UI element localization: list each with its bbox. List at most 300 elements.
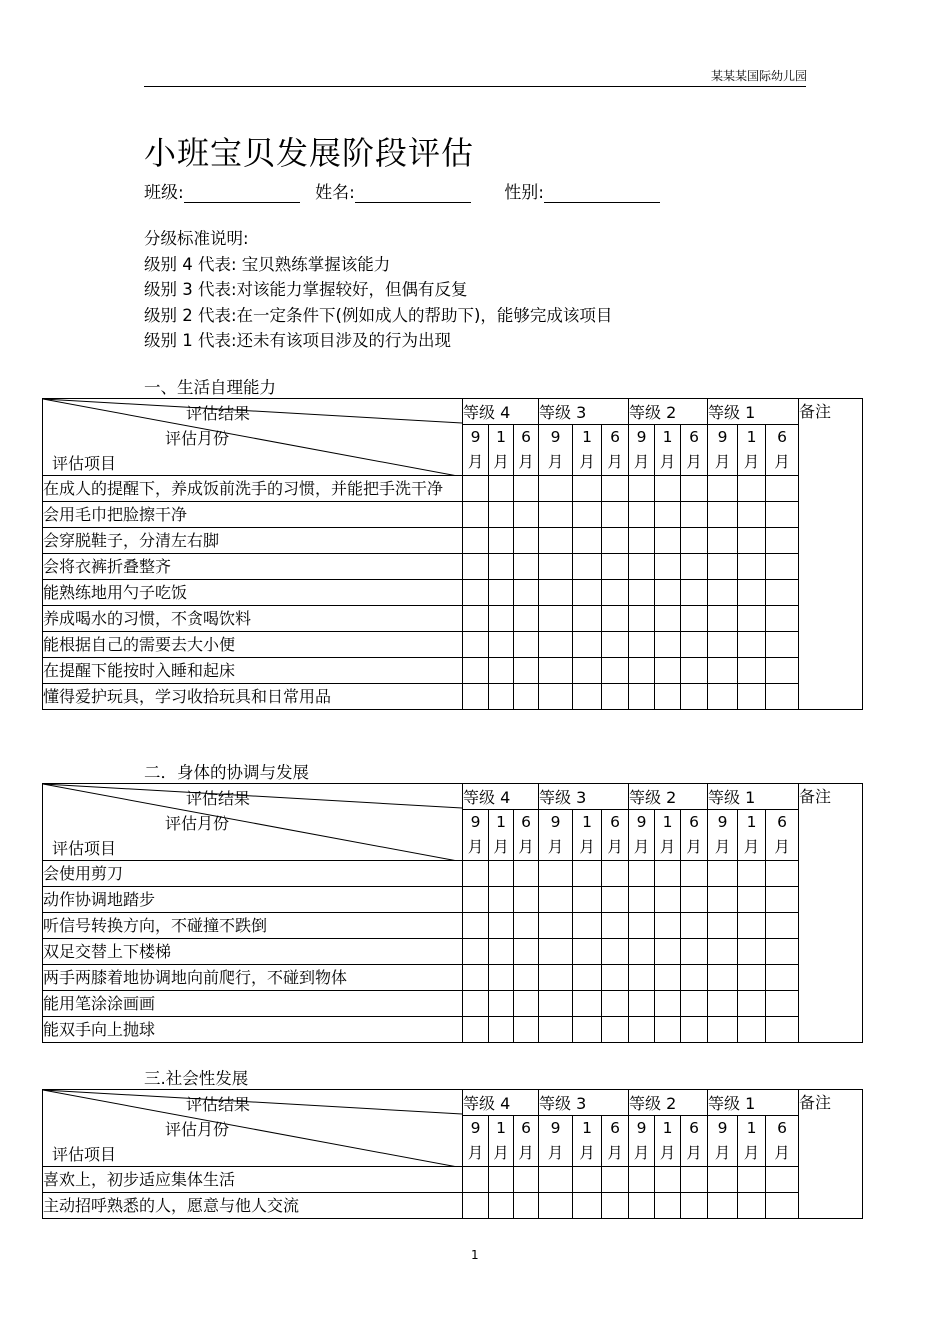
name-field[interactable] (355, 185, 471, 203)
rating-cell[interactable] (708, 684, 738, 710)
rating-cell[interactable] (573, 528, 602, 554)
rating-cell[interactable] (681, 913, 708, 939)
table-row (43, 887, 863, 913)
rating-cell[interactable] (539, 554, 573, 580)
rating-cell[interactable] (573, 658, 602, 684)
month-header (539, 810, 573, 861)
rating-cell[interactable] (629, 1167, 655, 1193)
rating-cell[interactable] (629, 658, 655, 684)
rating-cell[interactable] (738, 1193, 766, 1219)
diagonal-header-cell (43, 399, 463, 476)
month-unit: 月 (579, 1144, 595, 1162)
rating-cell[interactable] (489, 606, 514, 632)
rating-cell[interactable] (514, 502, 539, 528)
rating-cell[interactable] (602, 632, 629, 658)
rating-cell[interactable] (708, 580, 738, 606)
month-header (489, 810, 514, 861)
rating-cell[interactable] (539, 528, 573, 554)
month-number: 6 (610, 1119, 620, 1137)
rating-cell[interactable] (463, 1193, 489, 1219)
rating-cell[interactable] (738, 554, 766, 580)
rating-cell[interactable] (573, 684, 602, 710)
rating-cell[interactable] (738, 913, 766, 939)
rating-cell[interactable] (708, 887, 738, 913)
rating-cell[interactable] (539, 1017, 573, 1043)
rating-cell[interactable] (708, 913, 738, 939)
rating-cell[interactable] (573, 476, 602, 502)
rating-cell[interactable] (514, 684, 539, 710)
rating-cell[interactable] (602, 991, 629, 1017)
rating-cell[interactable] (489, 502, 514, 528)
rating-cell[interactable] (629, 684, 655, 710)
rating-cell[interactable] (708, 554, 738, 580)
rating-cell[interactable] (489, 939, 514, 965)
rating-cell[interactable] (708, 991, 738, 1017)
student-info-fields (144, 178, 660, 203)
rating-cell[interactable] (766, 939, 799, 965)
rating-cell[interactable] (602, 528, 629, 554)
rating-cell[interactable] (463, 632, 489, 658)
rating-cell[interactable] (629, 1193, 655, 1219)
month-unit: 月 (659, 1144, 676, 1162)
rating-cell[interactable] (655, 528, 681, 554)
month-unit: 月 (518, 1144, 534, 1162)
rating-cell[interactable] (463, 502, 489, 528)
rating-cell[interactable] (738, 606, 766, 632)
rating-cell[interactable] (463, 861, 489, 887)
rating-cell[interactable] (766, 1167, 799, 1193)
section-title: 一、生活自理能力 (144, 378, 276, 397)
rating-cell[interactable] (629, 913, 655, 939)
table-row (43, 965, 863, 991)
rating-cell[interactable] (489, 861, 514, 887)
assessment-item: 动作协调地踏步 (43, 887, 463, 913)
rating-cell[interactable] (463, 684, 489, 710)
table-row (43, 1017, 863, 1043)
rating-cell[interactable] (629, 991, 655, 1017)
table-row (43, 632, 863, 658)
rating-cell[interactable] (655, 1167, 681, 1193)
rating-cell[interactable] (514, 632, 539, 658)
rating-cell[interactable] (766, 580, 799, 606)
rating-cell[interactable] (573, 1017, 602, 1043)
rating-cell[interactable] (539, 861, 573, 887)
rating-cell[interactable] (681, 887, 708, 913)
rating-cell[interactable] (489, 632, 514, 658)
month-unit: 月 (659, 453, 676, 471)
rating-cell[interactable] (738, 991, 766, 1017)
rating-cell[interactable] (655, 606, 681, 632)
rating-cell[interactable] (629, 965, 655, 991)
rating-cell[interactable] (489, 580, 514, 606)
month-unit: 月 (467, 453, 484, 471)
rating-cell[interactable] (629, 1017, 655, 1043)
rating-cell[interactable] (539, 913, 573, 939)
month-unit: 月 (743, 838, 760, 856)
rating-cell[interactable] (514, 606, 539, 632)
rating-cell[interactable] (655, 991, 681, 1017)
month-number: 6 (689, 813, 699, 831)
rating-cell[interactable] (489, 684, 514, 710)
month-unit: 月 (547, 838, 564, 856)
month-header (514, 1116, 539, 1167)
rating-cell[interactable] (573, 861, 602, 887)
level-header: 等级 1 (708, 1090, 799, 1116)
remarks-column[interactable] (799, 784, 863, 1043)
rating-cell[interactable] (573, 502, 602, 528)
rating-cell[interactable] (681, 606, 708, 632)
month-unit: 月 (714, 1144, 731, 1162)
month-number: 1 (662, 813, 673, 831)
rating-cell[interactable] (514, 991, 539, 1017)
month-unit: 月 (467, 838, 484, 856)
rating-cell[interactable] (629, 502, 655, 528)
rating-cell[interactable] (629, 861, 655, 887)
rating-cell[interactable] (539, 580, 573, 606)
rating-cell[interactable] (766, 528, 799, 554)
rating-cell[interactable] (766, 554, 799, 580)
rating-cell[interactable] (738, 502, 766, 528)
rating-cell[interactable] (602, 861, 629, 887)
rating-cell[interactable] (738, 1017, 766, 1043)
gender-field[interactable] (544, 185, 660, 203)
rating-cell[interactable] (766, 965, 799, 991)
rating-cell[interactable] (573, 554, 602, 580)
rating-cell[interactable] (681, 554, 708, 580)
rating-cell[interactable] (489, 528, 514, 554)
rating-cell[interactable] (489, 554, 514, 580)
month-number: 1 (582, 813, 592, 831)
month-unit: 月 (774, 1144, 790, 1162)
rating-cell[interactable] (602, 887, 629, 913)
rating-cell[interactable] (655, 658, 681, 684)
month-header (681, 1116, 708, 1167)
rating-cell[interactable] (573, 939, 602, 965)
month-unit: 月 (743, 453, 760, 471)
rating-cell[interactable] (681, 991, 708, 1017)
rating-cell[interactable] (681, 1167, 708, 1193)
remarks-header: 备注 (799, 1093, 832, 1112)
rating-cell[interactable] (602, 684, 629, 710)
rating-cell[interactable] (766, 502, 799, 528)
section-title: 三.社会性发展 (144, 1069, 249, 1088)
rating-cell[interactable] (489, 1167, 514, 1193)
rating-cell[interactable] (766, 1193, 799, 1219)
rating-cell[interactable] (655, 632, 681, 658)
rating-cell[interactable] (539, 658, 573, 684)
rating-cell[interactable] (539, 1167, 573, 1193)
rating-cell[interactable] (514, 580, 539, 606)
header-result-label: 评估结果 (186, 1095, 251, 1114)
rating-cell[interactable] (629, 476, 655, 502)
remarks-column[interactable] (799, 1090, 863, 1219)
rating-cell[interactable] (489, 991, 514, 1017)
rating-cell[interactable] (602, 1193, 629, 1219)
rating-cell[interactable] (463, 939, 489, 965)
month-unit: 月 (518, 453, 534, 471)
month-number: 9 (636, 813, 647, 831)
table-row (43, 606, 863, 632)
rating-cell[interactable] (629, 632, 655, 658)
rating-cell[interactable] (602, 580, 629, 606)
rating-cell[interactable] (681, 965, 708, 991)
rating-cell[interactable] (463, 887, 489, 913)
rating-cell[interactable] (681, 528, 708, 554)
rating-cell[interactable] (514, 1193, 539, 1219)
rating-cell[interactable] (573, 580, 602, 606)
rating-cell[interactable] (738, 658, 766, 684)
month-unit: 月 (547, 453, 564, 471)
rating-cell[interactable] (602, 939, 629, 965)
rating-cell[interactable] (539, 606, 573, 632)
rating-cell[interactable] (463, 991, 489, 1017)
month-header (655, 810, 681, 861)
month-header (629, 1116, 655, 1167)
rating-cell[interactable] (681, 658, 708, 684)
rating-cell[interactable] (573, 991, 602, 1017)
month-header (681, 425, 708, 476)
rating-cell[interactable] (738, 632, 766, 658)
rating-cell[interactable] (655, 1017, 681, 1043)
level-header: 等级 2 (629, 1090, 708, 1116)
rating-cell[interactable] (738, 887, 766, 913)
rating-cell[interactable] (655, 887, 681, 913)
rating-cell[interactable] (766, 887, 799, 913)
rating-cell[interactable] (602, 1017, 629, 1043)
rating-cell[interactable] (539, 939, 573, 965)
month-header (655, 1116, 681, 1167)
rating-cell[interactable] (514, 476, 539, 502)
month-unit: 月 (493, 838, 509, 856)
rating-cell[interactable] (708, 502, 738, 528)
rating-cell[interactable] (463, 580, 489, 606)
rating-cell[interactable] (766, 991, 799, 1017)
table-row (43, 580, 863, 606)
rating-cell[interactable] (655, 861, 681, 887)
assessment-item: 主动招呼熟悉的人，愿意与他人交流 (43, 1193, 463, 1219)
rating-cell[interactable] (463, 1167, 489, 1193)
grading-legend (144, 226, 612, 354)
rating-cell[interactable] (708, 861, 738, 887)
rating-cell[interactable] (514, 965, 539, 991)
rating-cell[interactable] (655, 502, 681, 528)
rating-cell[interactable] (766, 658, 799, 684)
rating-cell[interactable] (629, 554, 655, 580)
rating-cell[interactable] (738, 684, 766, 710)
rating-cell[interactable] (463, 606, 489, 632)
rating-cell[interactable] (602, 658, 629, 684)
rating-cell[interactable] (766, 476, 799, 502)
rating-cell[interactable] (738, 476, 766, 502)
rating-cell[interactable] (539, 684, 573, 710)
rating-cell[interactable] (539, 502, 573, 528)
level-header: 等级 2 (629, 399, 708, 425)
rating-cell[interactable] (463, 658, 489, 684)
assessment-item: 两手两膝着地协调地向前爬行，不碰到物体 (43, 965, 463, 991)
rating-cell[interactable] (629, 528, 655, 554)
diagonal-header-cell (43, 1090, 463, 1167)
rating-cell[interactable] (738, 965, 766, 991)
rating-cell[interactable] (629, 887, 655, 913)
month-number: 9 (717, 1119, 728, 1137)
rating-cell[interactable] (539, 1193, 573, 1219)
rating-cell[interactable] (602, 554, 629, 580)
rating-cell[interactable] (708, 1193, 738, 1219)
table-header-levels (43, 784, 863, 810)
rating-cell[interactable] (514, 1167, 539, 1193)
rating-cell[interactable] (738, 861, 766, 887)
rating-cell[interactable] (681, 476, 708, 502)
rating-cell[interactable] (539, 991, 573, 1017)
rating-cell[interactable] (766, 632, 799, 658)
rating-cell[interactable] (681, 861, 708, 887)
rating-cell[interactable] (655, 554, 681, 580)
assessment-item: 会用毛巾把脸擦干净 (43, 502, 463, 528)
month-header (738, 425, 766, 476)
rating-cell[interactable] (708, 658, 738, 684)
rating-cell[interactable] (708, 1017, 738, 1043)
rating-cell[interactable] (681, 502, 708, 528)
month-unit: 月 (633, 1144, 650, 1162)
rating-cell[interactable] (655, 580, 681, 606)
assessment-item: 听信号转换方向，不碰撞不跌倒 (43, 913, 463, 939)
rating-cell[interactable] (463, 528, 489, 554)
rating-cell[interactable] (655, 913, 681, 939)
month-header (738, 810, 766, 861)
rating-cell[interactable] (514, 913, 539, 939)
rating-cell[interactable] (573, 1193, 602, 1219)
rating-cell[interactable] (463, 476, 489, 502)
rating-cell[interactable] (681, 632, 708, 658)
rating-cell[interactable] (681, 1017, 708, 1043)
rating-cell[interactable] (489, 1017, 514, 1043)
header-result-label: 评估结果 (186, 404, 251, 423)
rating-cell[interactable] (738, 528, 766, 554)
month-header (463, 425, 489, 476)
rating-cell[interactable] (708, 632, 738, 658)
rating-cell[interactable] (463, 913, 489, 939)
rating-cell[interactable] (602, 606, 629, 632)
header-rule (144, 86, 806, 87)
table-row (43, 658, 863, 684)
rating-cell[interactable] (514, 528, 539, 554)
rating-cell[interactable] (681, 939, 708, 965)
rating-cell[interactable] (489, 965, 514, 991)
rating-cell[interactable] (489, 1193, 514, 1219)
rating-cell[interactable] (708, 606, 738, 632)
rating-cell[interactable] (708, 528, 738, 554)
table-row (43, 991, 863, 1017)
month-unit: 月 (686, 453, 702, 471)
rating-cell[interactable] (602, 502, 629, 528)
level-header: 等级 2 (629, 784, 708, 810)
rating-cell[interactable] (573, 632, 602, 658)
rating-cell[interactable] (489, 913, 514, 939)
rating-cell[interactable] (681, 1193, 708, 1219)
month-header (629, 810, 655, 861)
rating-cell[interactable] (602, 1167, 629, 1193)
rating-cell[interactable] (766, 861, 799, 887)
assessment-item: 能根据自己的需要去大小便 (43, 632, 463, 658)
rating-cell[interactable] (463, 1017, 489, 1043)
rating-cell[interactable] (602, 476, 629, 502)
rating-cell[interactable] (681, 684, 708, 710)
rating-cell[interactable] (738, 939, 766, 965)
rating-cell[interactable] (463, 554, 489, 580)
rating-cell[interactable] (602, 913, 629, 939)
rating-cell[interactable] (514, 554, 539, 580)
rating-cell[interactable] (489, 658, 514, 684)
rating-cell[interactable] (539, 887, 573, 913)
rating-cell[interactable] (655, 939, 681, 965)
rating-cell[interactable] (738, 580, 766, 606)
rating-cell[interactable] (602, 965, 629, 991)
rating-cell[interactable] (655, 476, 681, 502)
rating-cell[interactable] (514, 658, 539, 684)
rating-cell[interactable] (708, 965, 738, 991)
month-header (766, 1116, 799, 1167)
month-number: 9 (717, 428, 728, 446)
rating-cell[interactable] (514, 887, 539, 913)
rating-cell[interactable] (681, 580, 708, 606)
rating-cell[interactable] (539, 476, 573, 502)
month-number: 6 (777, 813, 787, 831)
rating-cell[interactable] (514, 1017, 539, 1043)
rating-cell[interactable] (514, 861, 539, 887)
rating-cell[interactable] (573, 913, 602, 939)
month-header (539, 1116, 573, 1167)
legend-line: 级别 4 代表: 宝贝熟练掌握该能力 (144, 254, 391, 274)
rating-cell[interactable] (514, 939, 539, 965)
rating-cell[interactable] (708, 476, 738, 502)
name-label: 姓名: (315, 183, 355, 203)
rating-cell[interactable] (738, 1167, 766, 1193)
month-number: 1 (582, 428, 592, 446)
rating-cell[interactable] (708, 939, 738, 965)
rating-cell[interactable] (766, 684, 799, 710)
rating-cell[interactable] (655, 1193, 681, 1219)
table-header-levels (43, 1090, 863, 1116)
rating-cell[interactable] (573, 887, 602, 913)
rating-cell[interactable] (539, 632, 573, 658)
rating-cell[interactable] (489, 476, 514, 502)
rating-cell[interactable] (573, 965, 602, 991)
month-header (708, 810, 738, 861)
rating-cell[interactable] (629, 606, 655, 632)
rating-cell[interactable] (573, 1167, 602, 1193)
rating-cell[interactable] (463, 965, 489, 991)
class-field[interactable] (184, 185, 300, 203)
rating-cell[interactable] (655, 684, 681, 710)
assessment-item: 会使用剪刀 (43, 861, 463, 887)
rating-cell[interactable] (489, 887, 514, 913)
month-unit: 月 (633, 838, 650, 856)
month-number: 1 (662, 1119, 673, 1137)
rating-cell[interactable] (539, 965, 573, 991)
assessment-item: 在提醒下能按时入睡和起床 (43, 658, 463, 684)
rating-cell[interactable] (629, 939, 655, 965)
header-month-label: 评估月份 (165, 429, 230, 448)
rating-cell[interactable] (629, 580, 655, 606)
rating-cell[interactable] (766, 1017, 799, 1043)
rating-cell[interactable] (766, 913, 799, 939)
remarks-column[interactable] (799, 399, 863, 710)
rating-cell[interactable] (573, 606, 602, 632)
rating-cell[interactable] (655, 965, 681, 991)
rating-cell[interactable] (766, 606, 799, 632)
rating-cell[interactable] (708, 1167, 738, 1193)
month-header (573, 1116, 602, 1167)
